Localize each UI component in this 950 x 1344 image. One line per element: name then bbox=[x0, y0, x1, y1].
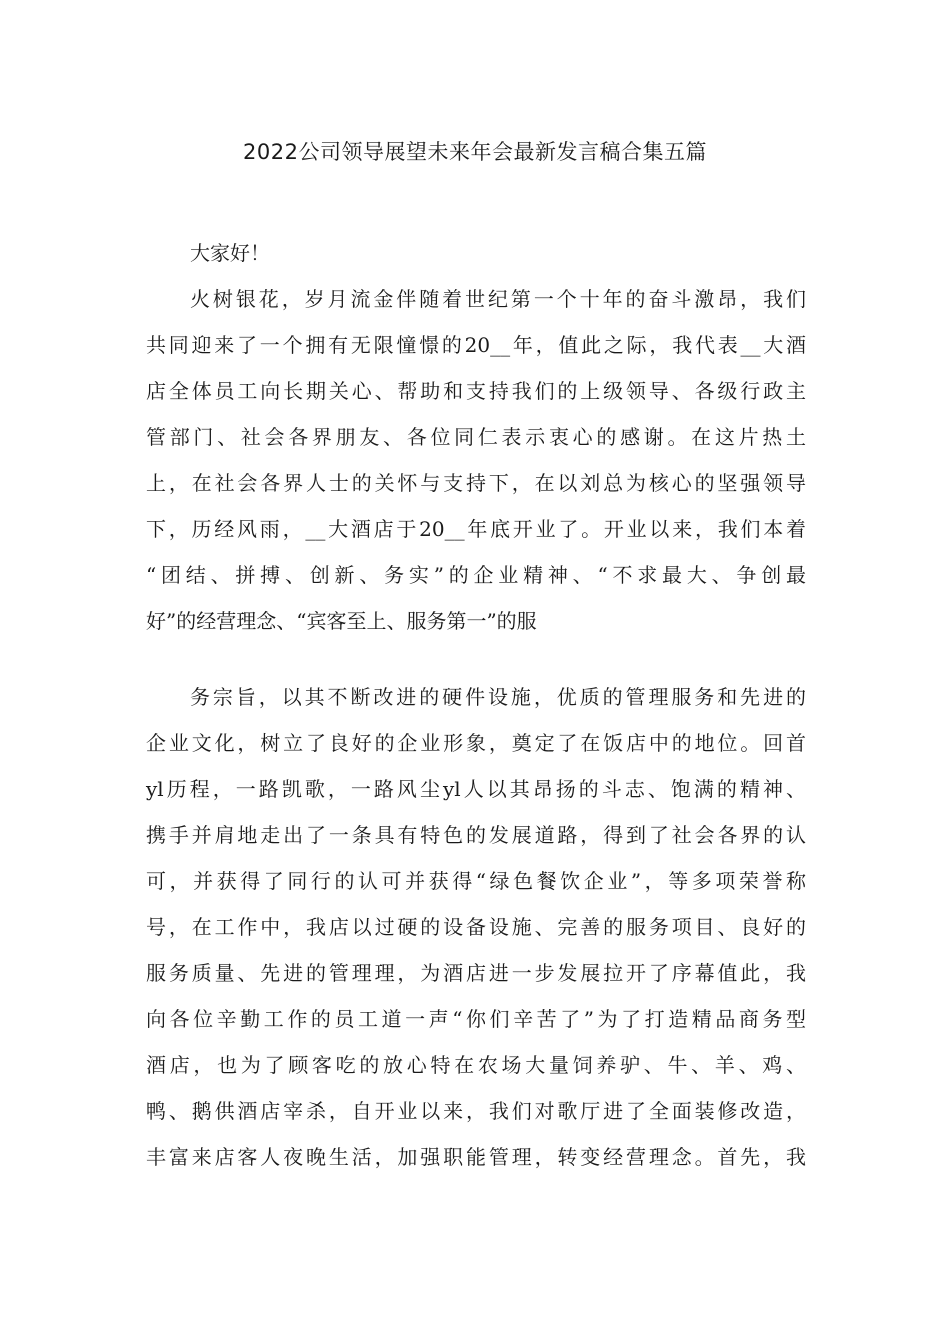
text-line: 好”的经营理念、“宾客至上、服务第一”的服 bbox=[146, 609, 537, 633]
text-line: “团结、拼搏、创新、务实”的企业精神、“不求最大、争创最 bbox=[146, 563, 806, 587]
text-line: 共同迎来了一个拥有无限憧憬的20__年，值此之际，我代表__大酒 bbox=[146, 333, 806, 357]
text-line: 可，并获得了同行的认可并获得“绿色餐饮企业”，等多项荣誉称 bbox=[146, 869, 806, 893]
text-line: 店全体员工向长期关心、帮助和支持我们的上级领导、各级行政主 bbox=[146, 379, 806, 403]
text-line: 丰富来店客人夜晚生活，加强职能管理，转变经营理念。首先，我 bbox=[146, 1145, 806, 1169]
text-line: 企业文化，树立了良好的企业形象，奠定了在饭店中的地位。回首 bbox=[146, 731, 806, 755]
text-line: 务宗旨，以其不断改进的硬件设施，优质的管理服务和先进的 bbox=[190, 685, 806, 709]
text-line: yl历程，一路凯歌，一路风尘yl人以其昂扬的斗志、饱满的精神、 bbox=[146, 777, 806, 801]
text-line: 管部门、社会各界朋友、各位同仁表示衷心的感谢。在这片热土 bbox=[146, 425, 806, 449]
text-line: 大家好！ bbox=[190, 241, 270, 265]
text-line: 号，在工作中，我店以过硬的设备设施、完善的服务项目、良好的 bbox=[146, 915, 806, 939]
text-line: 服务质量、先进的管理理，为酒店进一步发展拉开了序幕值此，我 bbox=[146, 961, 806, 985]
text-line: 上，在社会各界人士的关怀与支持下，在以刘总为核心的坚强领导 bbox=[146, 471, 806, 495]
text-line: 向各位辛勤工作的员工道一声“你们辛苦了”为了打造精品商务型 bbox=[146, 1007, 806, 1031]
document-title: 2022公司领导展望未来年会最新发言稿合集五篇 bbox=[243, 140, 707, 164]
text-line: 火树银花，岁月流金伴随着世纪第一个十年的奋斗激昂，我们 bbox=[190, 287, 806, 311]
text-line: 酒店，也为了顾客吃的放心特在农场大量饲养驴、牛、羊、鸡、 bbox=[146, 1053, 806, 1077]
text-line: 鸭、鹅供酒店宰杀，自开业以来，我们对歌厅进了全面装修改造， bbox=[146, 1099, 806, 1123]
text-line: 下，历经风雨，__大酒店于20__年底开业了。开业以来，我们本着 bbox=[146, 517, 806, 541]
text-line: 携手并肩地走出了一条具有特色的发展道路，得到了社会各界的认 bbox=[146, 823, 806, 847]
